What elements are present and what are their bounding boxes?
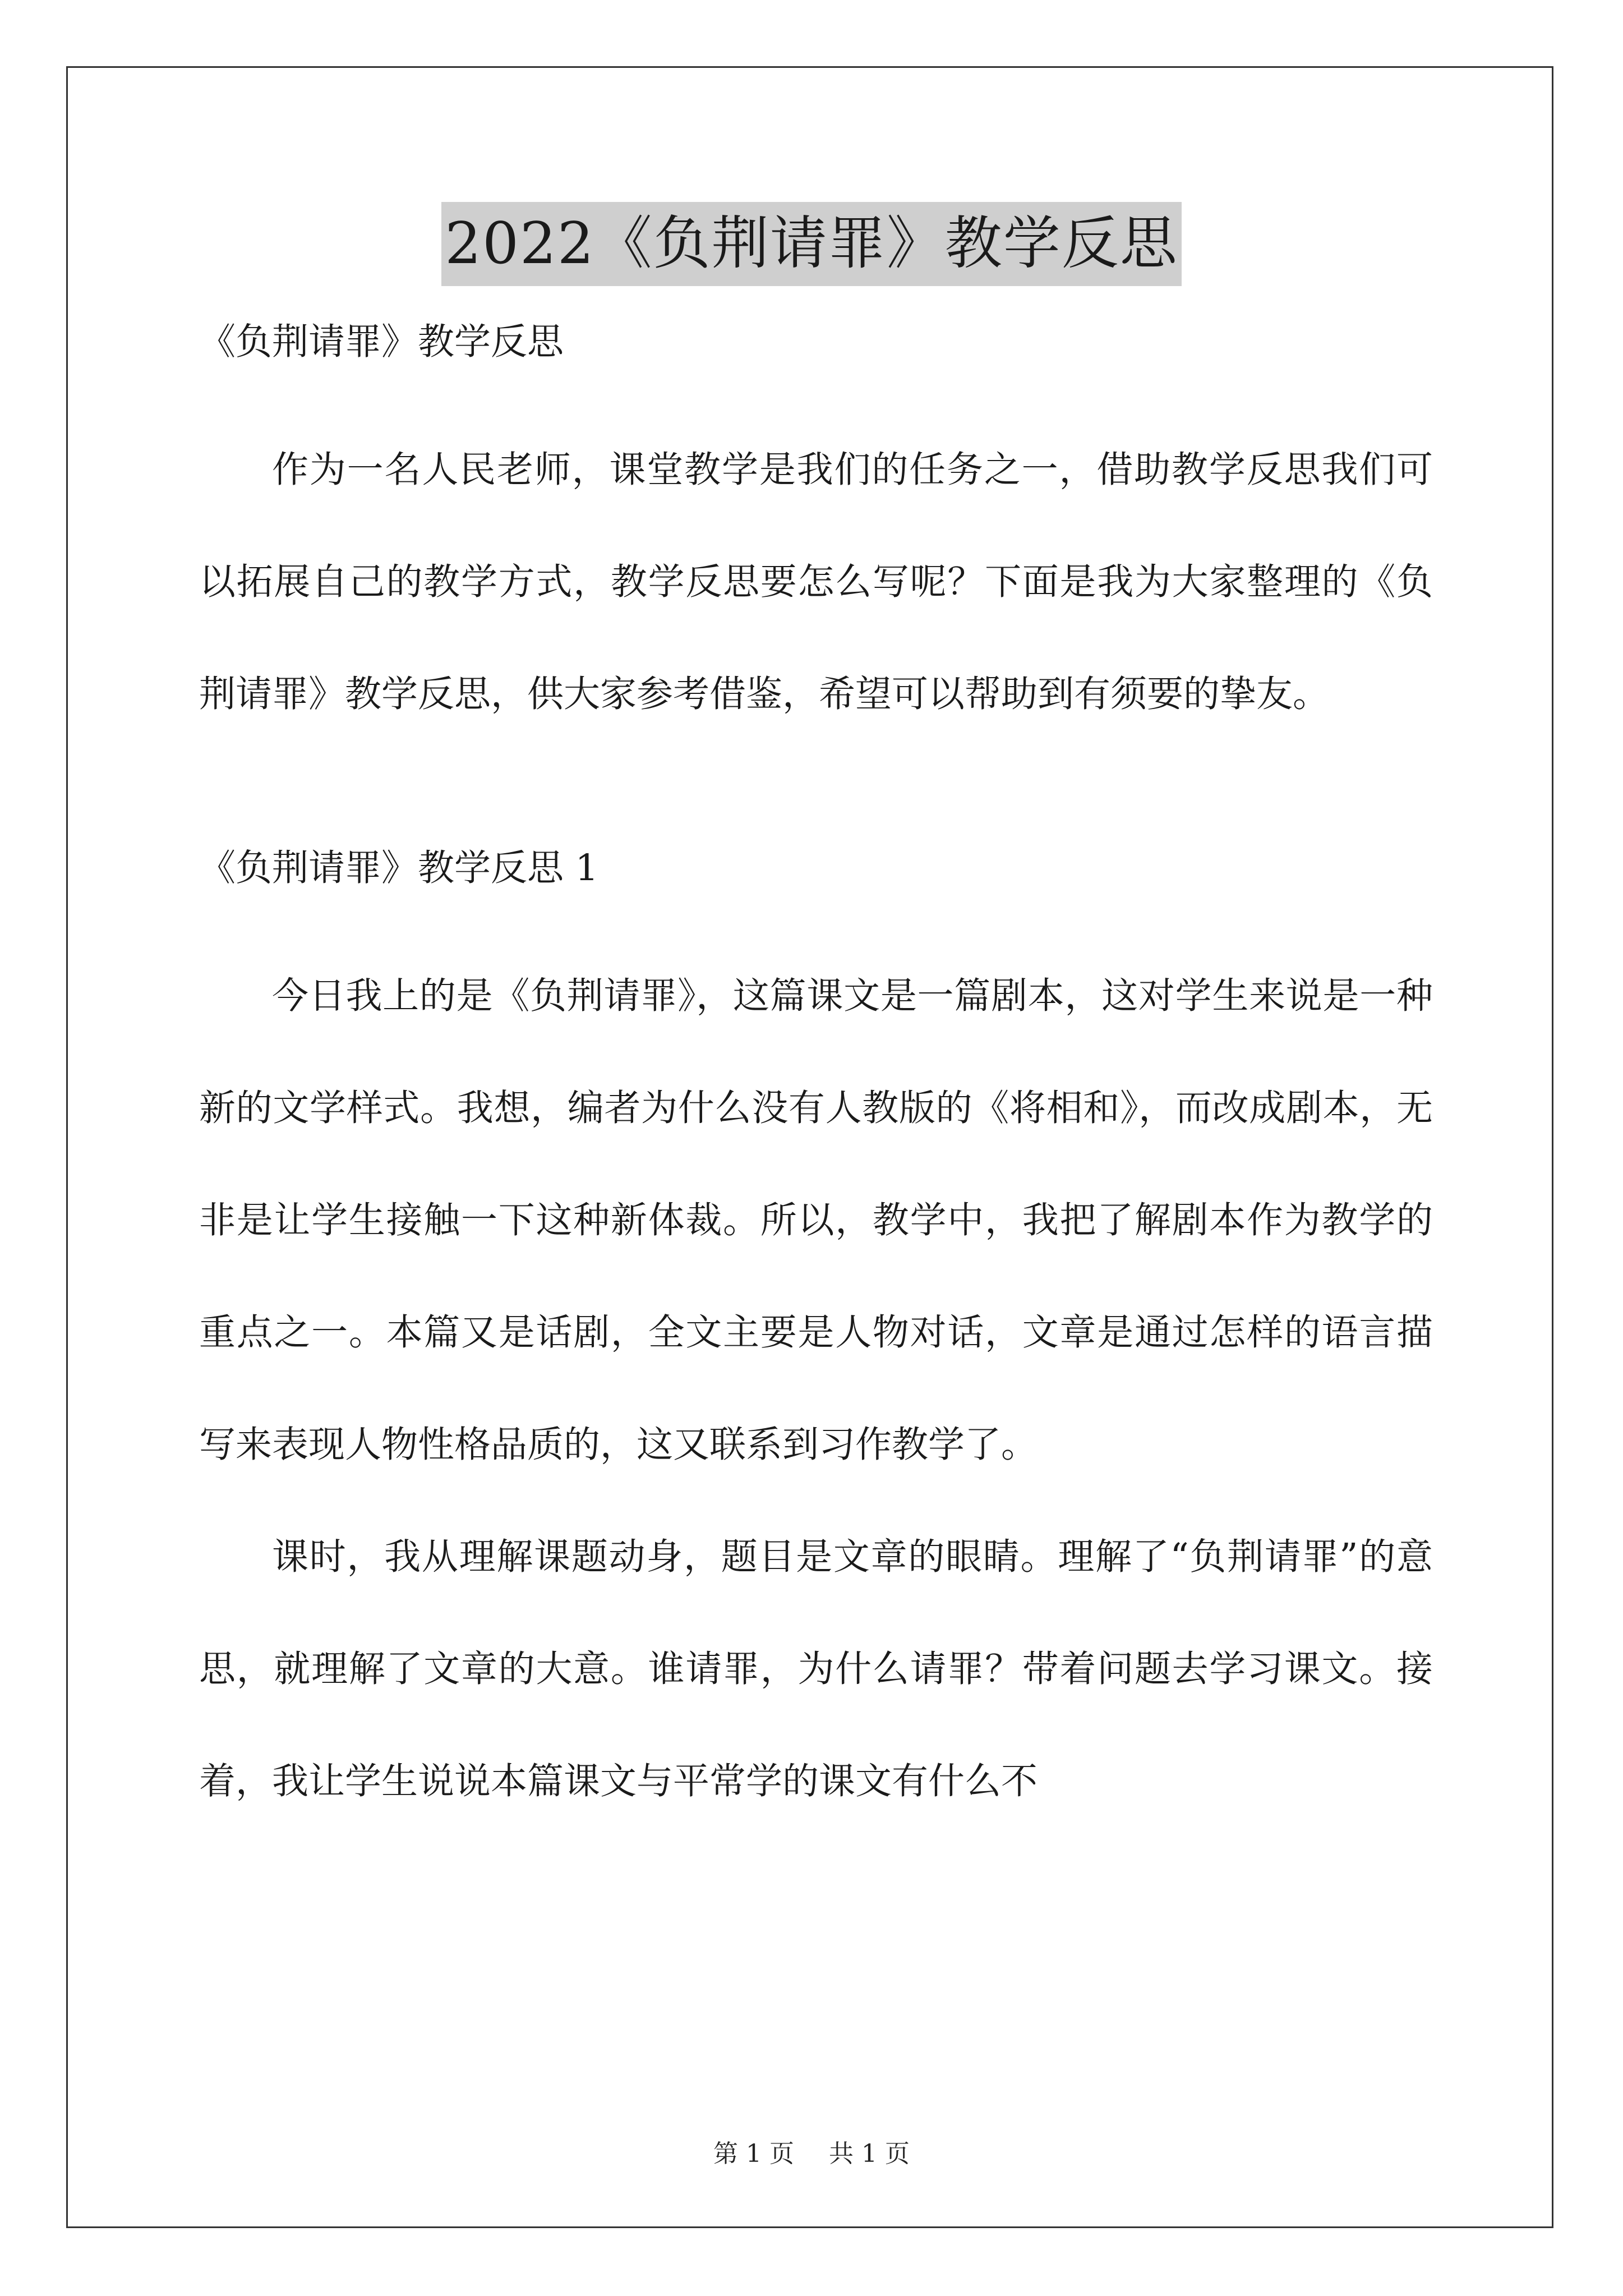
intro-paragraph: 作为一名人民老师，课堂教学是我们的任务之一，借助教学反思我们可以拓展自己的教学方式，教学反思要怎么写呢？下面是我为大家整理的《负荆请罪》教学反思，供大家参考借鉴，希望可以帮助到有须要的挚友。 (199, 449, 1433, 715)
body-paragraph-1: 今日我上的是《负荆请罪》，这篇课文是一篇剧本，这对学生来说是一种新的文学样式。我想，编者为什么没有人教版的《将相和》，而改成剧本，无非是让学生接触一下这种新体裁。所以，教学中，我把了解剧本作为教学的重点之一。本篇又是话剧，全文主要是人物对话，文章是通过怎样的语言描写来表现人物性格品质的，这又联系到习作教学了。 (199, 975, 1433, 1466)
title-wrap (0, 202, 1623, 286)
document-body (199, 314, 1433, 1838)
body-paragraph-2: 课时，我从理解课题动身，题目是文章的眼睛。理解了“负荆请罪”的意思，就理解了文章的大意。谁请罪，为什么请罪？带着问题去学习课文。接着，我让学生说说本篇课文与平常学的课文有什么不 (199, 1536, 1433, 1802)
section-heading-1: 《负荆请罪》教学反思 1 (199, 847, 599, 889)
page-total: 共 1 页 (829, 2139, 910, 2168)
document-title: 2022《负荆请罪》教学反思 (441, 202, 1182, 286)
page-footer (0, 2137, 1623, 2171)
section-heading-intro: 《负荆请罪》教学反思 (199, 321, 564, 363)
page-number: 第 1 页 (713, 2139, 794, 2168)
